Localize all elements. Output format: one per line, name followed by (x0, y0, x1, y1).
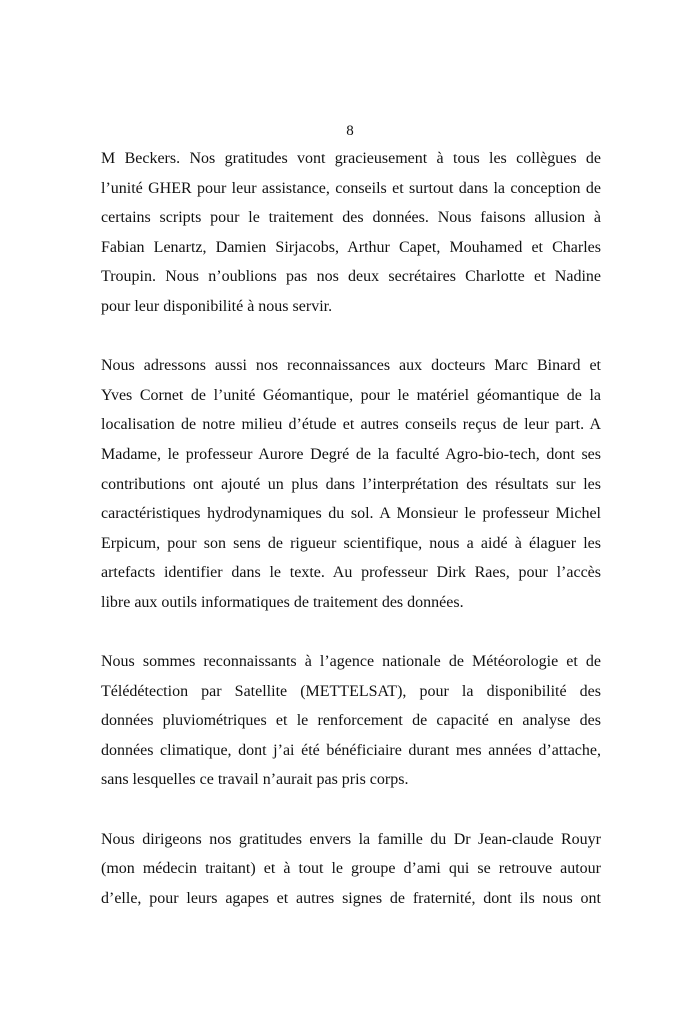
paragraph-gher-thanks (101, 144, 601, 322)
text-line: Erpicum, pour son sens de rigueur scientifique, nous a aidé à élaguer les (101, 534, 601, 552)
text-line: données climatique, dont j’ai été bénéficiaire durant mes années d’attache, (101, 741, 601, 759)
text-line: d’elle, pour leurs agapes et autres signes de fraternité, dont ils nous ont (101, 889, 601, 907)
text-line: M Beckers. Nos gratitudes vont gracieusement à tous les collègues de (101, 150, 601, 167)
text-line: libre aux outils informatiques de traitement des données. (101, 593, 464, 611)
text-line: (mon médecin traitant) et à tout le groupe d’ami qui se retrouve autour (101, 860, 601, 878)
text-line: pour leur disponibilité à nous servir. (101, 297, 333, 315)
text-line: Nous adressons aussi nos reconnaissances aux docteurs Marc Binard et (101, 357, 601, 375)
text-line: l’unité GHER pour leur assistance, conseils et surtout dans la conception de (101, 179, 601, 197)
text-line: contributions ont ajouté un plus dans l’interprétation des résultats sur les (101, 475, 601, 493)
text-line: Yves Cornet de l’unité Géomantique, pour le matériel géomantique de la (101, 386, 601, 404)
paragraph-doctors-thanks (101, 351, 601, 617)
text-line: artefacts identifier dans le texte. Au professeur Dirk Raes, pour l’accès (101, 564, 601, 582)
text-line: Madame, le professeur Aurore Degré de la faculté Agro-bio-tech, dont ses (101, 445, 601, 463)
text-line: Troupin. Nous n’oublions pas nos deux secrétaires Charlotte et Nadine (101, 268, 601, 286)
text-line: Nous sommes reconnaissants à l’agence nationale de Météorologie et de (101, 653, 601, 671)
text-line: sans lesquelles ce travail n’aurait pas pris corps. (101, 771, 409, 789)
text-line: Nous dirigeons nos gratitudes envers la famille du Dr Jean-claude Rouyr (101, 830, 601, 848)
text-line: caractéristiques hydrodynamiques du sol. A Monsieur le professeur Michel (101, 505, 601, 523)
paragraph-mettelsat-thanks (101, 647, 601, 795)
text-line: Fabian Lenartz, Damien Sirjacobs, Arthur Capet, Mouhamed et Charles (101, 238, 601, 256)
text-line: certains scripts pour le traitement des données. Nous faisons allusion à (101, 209, 601, 227)
text-line: données pluviométriques et le renforcement de capacité en analyse des (101, 712, 601, 730)
text-line: Télédétection par Satellite (METTELSAT), pour la disponibilité des (101, 682, 601, 700)
body-text (101, 144, 601, 913)
paragraph-family-thanks (101, 825, 601, 914)
page-number: 8 (346, 123, 354, 139)
text-line: localisation de notre milieu d’étude et autres conseils reçus de leur part. A (101, 416, 601, 434)
